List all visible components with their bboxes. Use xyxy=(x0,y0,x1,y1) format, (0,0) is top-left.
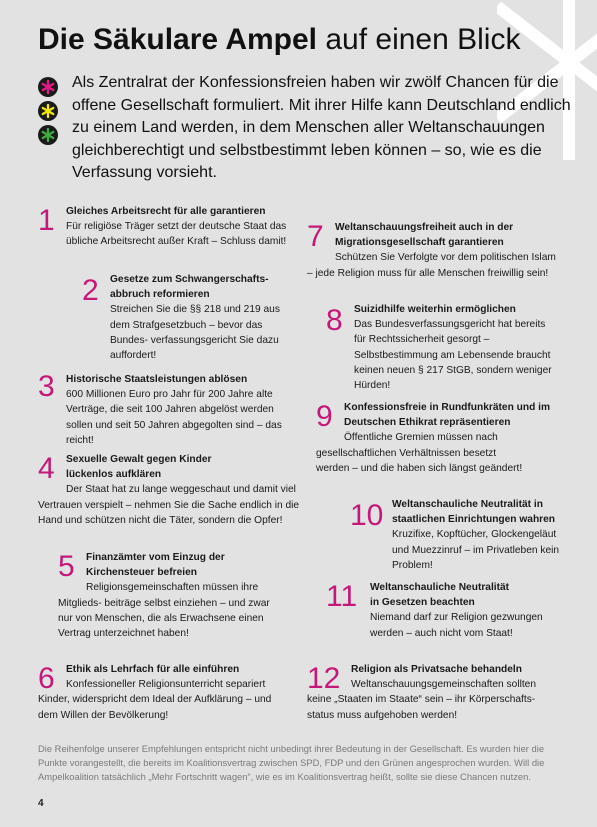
ampel-icons xyxy=(38,77,60,149)
item-body: Religionsgemeinschaften müssen ihre Mitglieds- beiträge selbst einziehen – und zwar nur von Menschen, die als Erwachsene einen Vertrag unterzeichnet haben! xyxy=(58,582,270,640)
recommendation-3 xyxy=(38,372,288,448)
page-number: 4 xyxy=(38,798,44,809)
item-heading: Weltanschauungsfreiheit auch in der Migrationsgesellschaft garantieren xyxy=(335,222,514,249)
footnote: Die Reihenfolge unserer Empfehlungen entspricht nicht unbedingt ihrer Bedeutung in der Gesellschaft. Es wurden hier die Punkte vorangestellt, die bereits im Koalitionsvertrag zwischen SPD, FDP und den Grünen angesprochen wurden. Will die Ampelkoalition tatsächlich „Mehr Fortschritt wagen“, wie es im Koalitionsvertrag heißt, sollte sie diese Chancen nutzen. xyxy=(38,743,545,782)
yellow-star-icon xyxy=(38,101,58,121)
recommendation-12 xyxy=(307,662,557,723)
item-body: Konfessioneller Religionsunterricht separiert Kinder, widerspricht dem Ideal der Aufklärung – und dem Willen der Bevölkerung! xyxy=(38,679,272,721)
item-number: 1 xyxy=(38,204,55,237)
page-title xyxy=(38,22,520,58)
recommendation-9 xyxy=(316,400,561,476)
item-body: Der Staat hat zu lange weggeschaut und damit viel Vertrauen verspielt – nehmen Sie die Sache endlich in die Hand und schützen nicht die Täter, sondern die Opfer! xyxy=(38,484,300,526)
item-body: Für religiöse Träger setzt der deutsche Staat das übliche Arbeitsrecht außer Kraft – Schluss damit! xyxy=(66,221,287,248)
item-heading: Weltanschauliche Neutralität in staatlichen Einrichtungen wahren xyxy=(392,499,556,526)
item-heading: Finanzämter vom Einzug der Kirchensteuer befreien xyxy=(86,552,225,579)
item-number: 11 xyxy=(326,580,358,613)
recommendation-1 xyxy=(38,204,288,250)
item-number: 10 xyxy=(350,499,384,532)
item-number: 5 xyxy=(58,550,75,583)
title-light: auf einen Blick xyxy=(325,23,521,56)
green-star-icon xyxy=(38,125,58,145)
item-number: 7 xyxy=(307,220,324,253)
magenta-star-icon xyxy=(38,77,58,97)
item-body: Weltanschauungsgemeinschaften sollten keine „Staaten im Staate“ sein – ihr Körperschafts- status muss aufgehoben werden! xyxy=(307,679,537,721)
item-heading: Suizidhilfe weiterhin ermöglichen xyxy=(354,304,516,315)
item-number: 3 xyxy=(38,370,55,403)
item-heading: Historische Staatsleistungen ablösen xyxy=(66,374,248,385)
item-body: 600 Millionen Euro pro Jahr für 200 Jahre alte Verträge, die seit 100 Jahren abgelöst werden sollen und seit 50 Jahren abgegolten sind – das reicht! xyxy=(66,389,282,446)
item-heading: Gleiches Arbeitsrecht für alle garantieren xyxy=(66,206,266,217)
recommendation-6 xyxy=(38,662,288,723)
recommendation-10 xyxy=(350,497,565,573)
intro-text: Als Zentralrat der Konfessionsfreien haben wir zwölf Chancen für die offene Gesellschaft formuliert. Mit ihrer Hilfe kann Deutschland endlich zu einem Land werden, in dem Menschen aller Weltanschauungen gleichberechtigt und selbstbestimmt leben können – so, wie es die Verfassung vorsieht. xyxy=(72,74,571,181)
recommendation-8 xyxy=(326,302,556,393)
item-body: Streichen Sie die §§ 218 und 219 aus dem Strafgesetzbuch – bevor das Bundes- verfassungsgericht Sie dazu auffordert! xyxy=(110,304,280,362)
item-number: 6 xyxy=(38,662,55,695)
item-number: 12 xyxy=(307,662,341,695)
item-body: Kruzifixe, Kopftücher, Glockengeläut und Muezzinruf – im Privatleben kein Problem! xyxy=(392,529,560,571)
recommendation-2 xyxy=(82,272,292,363)
item-body: Niemand darf zur Religion gezwungen werden – auch nicht vom Staat! xyxy=(370,612,543,639)
recommendation-4 xyxy=(38,452,300,528)
item-heading: Sexuelle Gewalt gegen Kinder lückenlos aufklären xyxy=(66,454,212,481)
item-heading: Religion als Privatsache behandeln xyxy=(351,664,522,675)
item-body: Öffentliche Gremien müssen nach gesellschaftlichen Verhältnissen besetzt werden – und die haben sich längst geändert! xyxy=(316,432,523,474)
item-heading: Konfessionsfreie in Rundfunkräten und im Deutschen Ethikrat repräsentieren xyxy=(344,402,551,429)
item-body: Das Bundesverfassungsgericht hat bereits für Rechtssicherheit gesorgt – Selbstbestimmung am Lebensende braucht keinen neuen § 217 StGB, sondern weniger Hürden! xyxy=(354,319,552,392)
recommendation-5 xyxy=(58,550,283,641)
recommendation-11 xyxy=(326,580,556,641)
item-heading: Gesetze zum Schwangerschafts- abbruch reformieren xyxy=(110,274,269,301)
item-number: 8 xyxy=(326,304,343,337)
item-heading: Ethik als Lehrfach für alle einführen xyxy=(66,664,240,675)
recommendation-7 xyxy=(307,220,557,281)
item-number: 4 xyxy=(38,452,55,485)
item-heading: Weltanschauliche Neutralität in Gesetzen beachten xyxy=(370,582,510,609)
item-number: 2 xyxy=(82,274,99,307)
item-number: 9 xyxy=(316,400,333,433)
item-body: Schützen Sie Verfolgte vor dem politischen Islam – jede Religion muss für alle Menschen freiwillig sein! xyxy=(307,252,556,279)
title-bold: Die Säkulare Ampel xyxy=(38,23,318,56)
